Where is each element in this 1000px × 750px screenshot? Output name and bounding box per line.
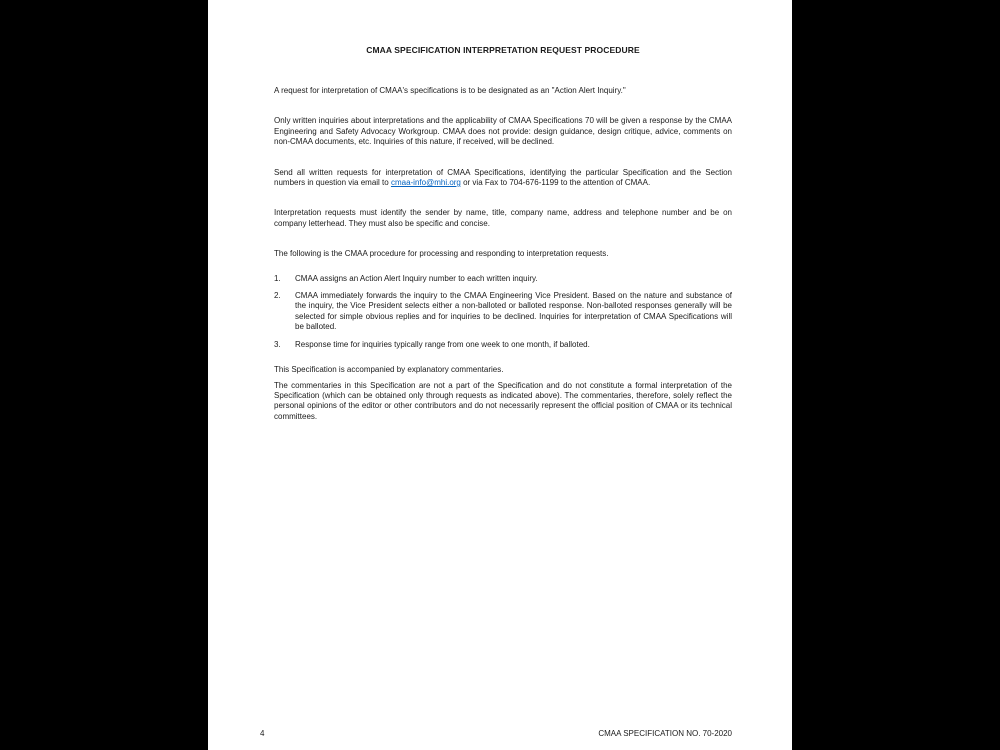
document-page [208,0,792,750]
page-footer [260,729,732,738]
list-item [274,340,732,350]
procedure-list [274,274,732,350]
page-number: 4 [260,729,265,738]
list-item-number: 3. [274,339,281,349]
list-item-text: Response time for inquiries typically range from one week to one month, if balloted. [295,339,590,349]
list-item [274,291,732,333]
document-title: CMAA SPECIFICATION INTERPRETATION REQUEST PROCEDURE [366,45,640,55]
list-item [274,274,732,284]
paragraph-procedure-intro: The following is the CMAA procedure for processing and responding to interpretation requests. [274,249,609,259]
paragraph-sender-identification: Interpretation requests must identify the sender by name, title, company name, address and telephone number and be on company letterhead. They must also be specific and concise. [274,208,732,228]
paragraph-commentaries-disclaimer: The commentaries in this Specification are not a part of the Specification and do not constitute a formal interpretation of the Specification (which can be obtained only through requests as indicated above). The commentaries, therefore, solely reflect the personal opinions of the editor or other contributors and do not necessarily represent the official position of CMAA or its technical committees. [274,380,732,421]
list-item-number: 1. [274,273,281,283]
list-item-text: CMAA assigns an Action Alert Inquiry number to each written inquiry. [295,273,538,283]
paragraph-send-requests-text-before: Send all written requests for interpretation of CMAA Specifications, identifying the particular Specification and the Section numbers in question via email to [274,167,732,188]
list-item-text: CMAA immediately forwards the inquiry to the CMAA Engineering Vice President. Based on the nature and substance of the inquiry, the Vice President selects either a non-balloted or balloted response. Non-balloted responses generally will be selected for simple obvious replies and for inquiries to be declined. Inquiries for interpretation of CMAA Specifications will be balloted. [295,291,732,332]
paragraph-send-requests-text-after: or via Fax to 704-676-1199 to the attention of CMAA. [460,178,651,188]
paragraph-send-requests [274,168,732,189]
paragraph-commentaries-intro: This Specification is accompanied by explanatory commentaries. [274,365,504,375]
list-item-number: 2. [274,291,281,301]
email-link[interactable]: cmaa-info@mhi.org [390,178,461,188]
paragraph-written-inquiries: Only written inquiries about interpretations and the applicability of CMAA Specifications 70 will be given a response by the CMAA Engineering and Safety Advocacy Workgroup. CMAA does not provide: design guidance, design critique, advice, comments on non-CMAA documents, etc. Inquiries of this nature, if received, will be declined. [274,116,732,147]
paragraph-action-alert: A request for interpretation of CMAA's specifications is to be designated as an "Action Alert Inquiry." [274,86,626,95]
doc-reference: CMAA SPECIFICATION NO. 70-2020 [598,729,732,738]
